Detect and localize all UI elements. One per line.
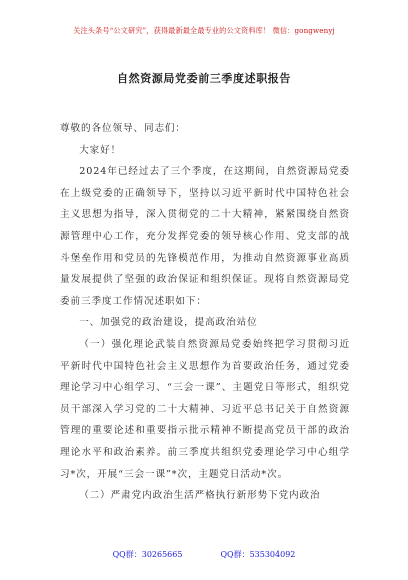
promo-banner: 关注头条号“公文研究”，获得最新最全最专业的公文资料库！ 微信：gongwenyj: [73, 26, 335, 35]
document-body: [60, 118, 350, 507]
greeting: 大家好！: [79, 144, 122, 156]
section-heading: 一、加强党的政治建设，提高政治站位: [79, 317, 258, 329]
qq-group-2: QQ群：535304092: [220, 550, 296, 559]
document-title: 自然资源局党委前三季度述职报告: [117, 72, 291, 85]
salutation: 尊敬的各位领导、同志们：: [60, 123, 186, 134]
footer-contacts: [0, 549, 408, 560]
body-paragraph: （一）强化理论武装自然资源局党委始终把学习贯彻习近平新时代中国特色社会主义思想作为首要政治任务，通过党委理论学习中心组学习、“三会一课”、主题党日等形式，组织党员干部深入学习党的二十大精神、习近平总书记关于自然资源管理的重要论述和重要指示批示精神不断提高党员干部的政治理论水平和政治素养。前三季度共组织党委理论学习中心组学习*次，开展“三会一课”*次，主题党日活动*次。: [60, 338, 350, 480]
intro-paragraph: 2024年已经过去了三个季度，在这期间，自然资源局党委在上级党委的正确领导下，坚持以习近平新时代中国特色社会主义思想为指导，深入贯彻党的二十大精神，紧紧围绕自然资源管理中心工作，充分发挥党委的领导核心作用、党支部的战斗堡垒作用和党员的先锋模范作用，为推动自然资源事业高质量发展提供了坚强的政治保证和组织保证。现将自然资源局党委前三季度工作情况述职如下：: [60, 166, 350, 307]
qq-group-1: QQ群：30265665: [112, 550, 183, 559]
body-paragraph: （二）严肃党内政治生活严格执行新形势下党内政治: [79, 490, 321, 502]
